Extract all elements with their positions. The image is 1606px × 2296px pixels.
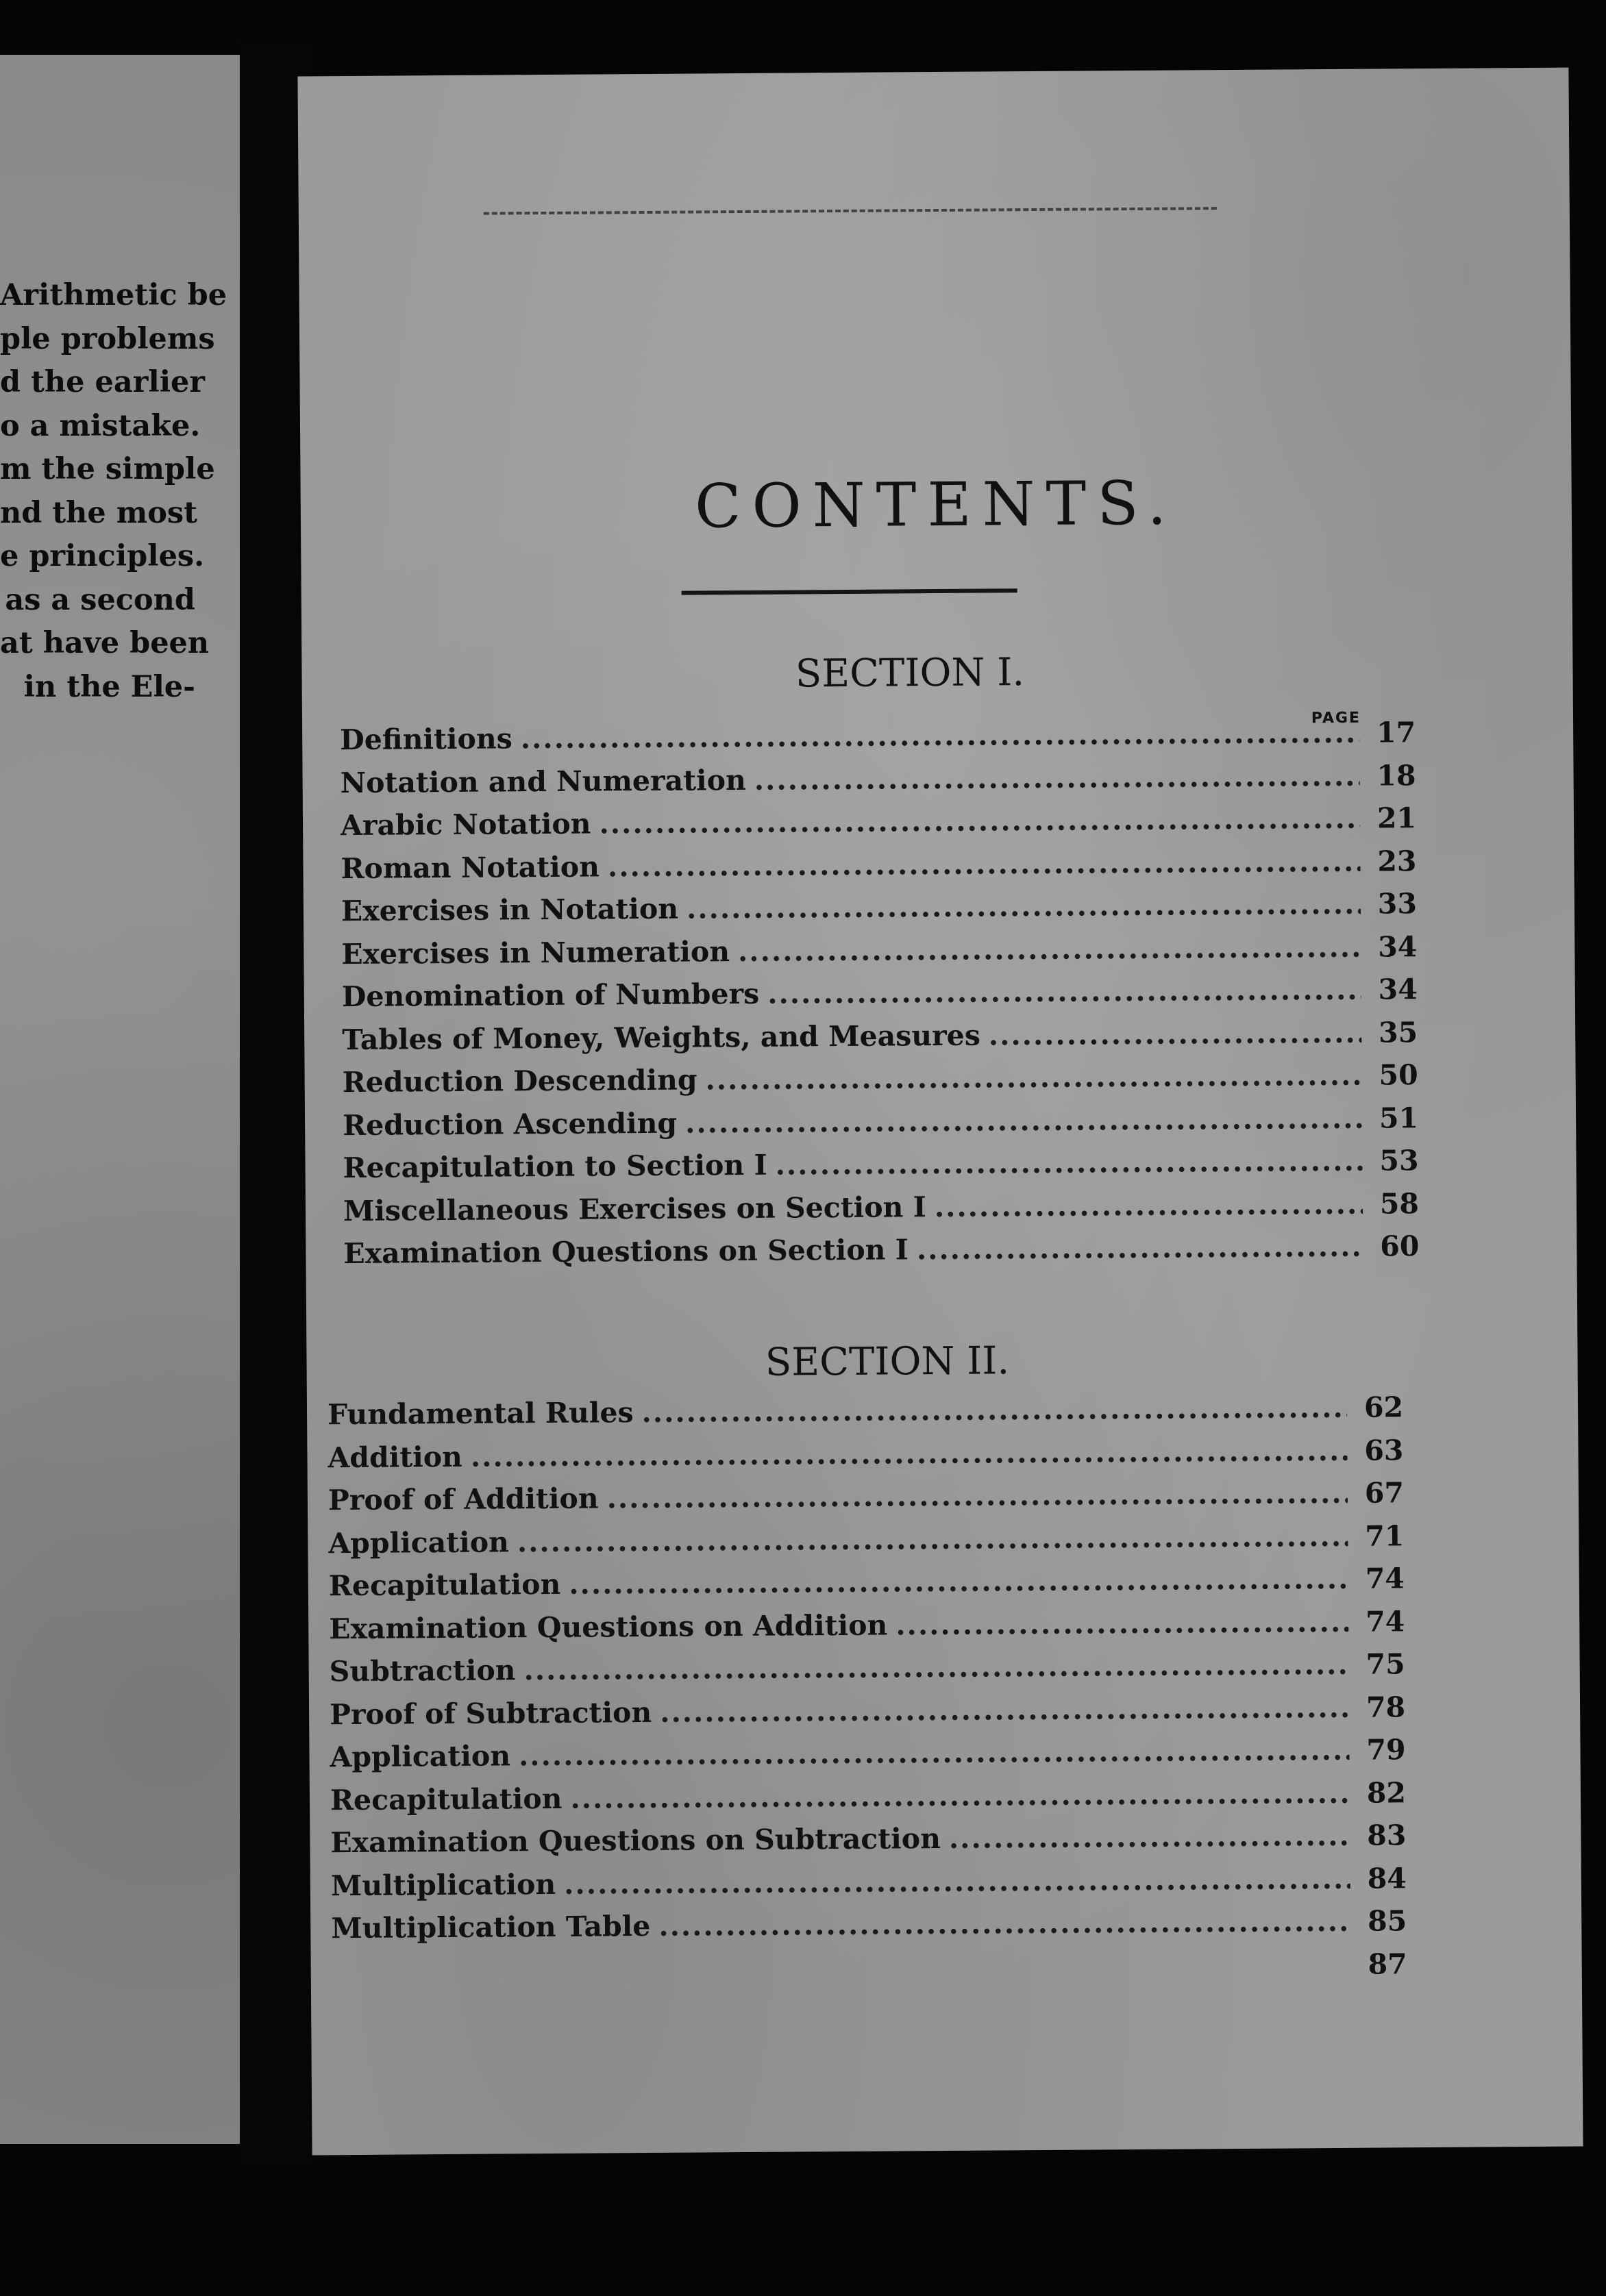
toc-entry-page: 58 [1379,1186,1420,1221]
toc-entry-label: Examination Questions on Section I [343,1233,909,1271]
toc-entry-page: 23 [1377,844,1417,878]
left-page-text [0,274,227,709]
dot-leader [935,1187,1363,1223]
toc-entry [329,1605,1405,1655]
toc-entry-label: Arabic Notation [340,807,591,843]
toc-entry [341,801,1416,851]
left-page-line: Arithmetic be [0,278,227,312]
dot-leader [471,1434,1348,1473]
toc-entry-page: 63 [1364,1433,1404,1467]
toc-entry-page: 53 [1379,1144,1419,1177]
toc-entry [341,887,1417,937]
toc-entry-page: 67 [1364,1476,1405,1510]
toc-entry-page: 78 [1366,1690,1406,1724]
contents-page [297,68,1583,2156]
toc-entry-trailing [332,1947,1407,1997]
dot-leader [775,1145,1362,1182]
toc-entry [343,1187,1419,1237]
toc-entry [330,1776,1406,1826]
toc-entry-label: Exercises in Notation [341,892,679,928]
dot-leader [705,1059,1361,1097]
dot-leader [895,1605,1348,1641]
toc-entry-label: Tables of Money, Weights, and Measures [342,1019,980,1056]
toc-entry-page: 33 [1377,887,1418,921]
dot-leader [641,1391,1347,1429]
toc-entry-label: Proof of Addition [328,1482,599,1517]
page-column-label: PAGE [1311,709,1361,727]
toc-entry [341,930,1417,980]
left-page-line: nd the most [0,495,198,530]
toc-entry-page: 84 [1367,1861,1407,1895]
toc-entry-page: 62 [1363,1390,1404,1424]
toc-entry [340,759,1416,809]
section-2-toc [328,1390,1407,1997]
toc-entry-label: Examination Questions on Subtraction [330,1822,941,1860]
toc-entry [331,1904,1407,1954]
toc-entry-page: 75 [1366,1647,1405,1681]
left-page-line: at have been [0,626,210,660]
dot-leader [738,930,1361,967]
left-page-line: ple problems [0,321,215,356]
toc-entry-page: 18 [1376,758,1416,793]
toc-entry [330,1819,1406,1869]
toc-entry-page: 74 [1365,1604,1405,1638]
toc-entry-label: Exercises in Numeration [341,934,730,971]
dot-leader [658,1905,1350,1943]
section-1-heading: SECTION I. [795,650,1025,697]
left-page-line: as a second [5,582,195,617]
dot-leader [660,1690,1349,1728]
toc-entry-label: Denomination of Numbers [341,977,760,1014]
toc-entry-label: Roman Notation [341,849,600,885]
dot-leader [564,1862,1350,1900]
toc-entry-page: 74 [1365,1562,1405,1595]
section-2-heading: SECTION II. [765,1338,1010,1385]
toc-entry-page: 35 [1378,1015,1418,1049]
toc-entry [331,1862,1407,1912]
toc-entry [328,1390,1403,1440]
toc-entry-label: Fundamental Rules [327,1396,634,1432]
toc-entry-page: 60 [1380,1230,1420,1263]
toc-entry-label: Application [330,1739,511,1774]
toc-entry [343,1101,1418,1151]
toc-entry-label: Reduction Descending [342,1063,697,1099]
dot-leader [754,759,1360,796]
toc-entry [341,845,1416,895]
toc-entry-page: 21 [1376,801,1417,835]
dot-leader [606,1477,1348,1515]
dot-leader [687,888,1361,925]
toc-entry-page: 71 [1365,1519,1405,1553]
dot-leader [767,973,1361,1010]
toc-entry [340,716,1416,766]
dot-leader [917,1230,1363,1266]
left-page-line: m the simple [0,452,215,486]
toc-entry-label: Proof of Subtraction [329,1695,652,1731]
dot-leader [599,802,1360,840]
title-underline [682,588,1017,595]
toc-entry-label: Subtraction [329,1654,516,1688]
dot-leader [685,1101,1362,1139]
left-page-line: d the earlier [0,365,206,399]
left-page-line: in the Ele- [23,669,195,704]
page-title: CONTENTS. [694,467,1178,542]
toc-entry-label: Application [328,1525,510,1560]
toc-entry-page: 51 [1379,1101,1419,1135]
toc-entry [342,1016,1418,1066]
top-decorative-rule [484,207,1217,214]
toc-entry-label: Multiplication Table [331,1909,651,1945]
toc-entry-page: 34 [1378,929,1418,964]
toc-entry [343,1144,1418,1194]
dot-leader [608,845,1361,883]
toc-entry-page: 87 [1368,1947,1407,1981]
toc-entry-label: Miscellaneous Exercises on Section I [343,1190,927,1227]
dot-leader [517,1519,1348,1558]
toc-entry-page: 34 [1378,973,1418,1006]
toc-entry [343,1058,1418,1108]
dot-leader [523,1648,1348,1686]
dot-leader [519,1734,1350,1772]
toc-entry-label: Multiplication [330,1867,556,1902]
toc-entry [342,973,1418,1023]
left-facing-page [0,55,240,2144]
toc-entry-page: 82 [1366,1775,1407,1810]
toc-entry [329,1562,1405,1612]
toc-entry-label: Definitions [340,722,512,757]
dot-leader [989,1016,1362,1051]
dot-leader [569,1562,1348,1601]
toc-entry-page: 85 [1368,1904,1407,1938]
toc-entry-page: 17 [1376,716,1416,749]
dot-leader [570,1776,1350,1814]
toc-entry-label: Examination Questions on Addition [329,1608,888,1645]
toc-entry-label: Recapitulation [328,1567,561,1603]
toc-entry-label: Recapitulation [330,1782,563,1817]
toc-entry [328,1476,1404,1526]
toc-entry [343,1230,1419,1280]
toc-entry-page: 50 [1379,1058,1418,1092]
toc-entry-label: Notation and Numeration [340,763,746,799]
toc-entry [328,1434,1403,1484]
toc-entry [328,1519,1404,1569]
toc-entry [330,1733,1405,1783]
toc-entry [330,1647,1405,1697]
dot-leader [521,716,1360,756]
toc-entry-page: 79 [1366,1733,1406,1767]
toc-entry-page: 83 [1367,1819,1407,1852]
toc-entry-label: Recapitulation to Section I [343,1148,767,1185]
toc-entry-label: Addition [328,1440,463,1474]
dot-leader [949,1819,1350,1855]
left-page-line: o a mistake. [0,408,201,443]
toc-entry-label: Reduction Ascending [342,1106,678,1142]
section-1-toc [340,716,1420,1280]
left-page-line: e principles. [0,539,205,573]
toc-entry [330,1690,1405,1740]
